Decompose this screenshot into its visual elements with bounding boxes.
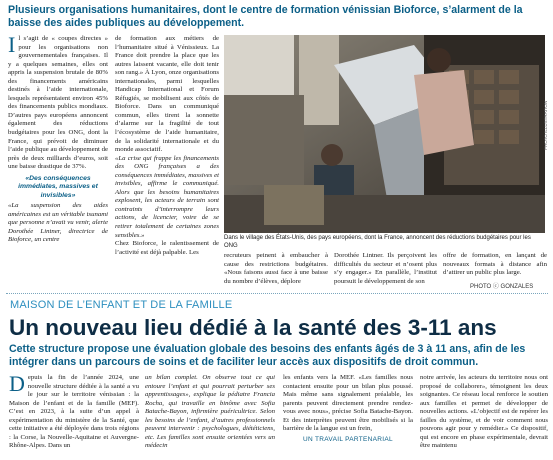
- dropcap: I: [8, 32, 16, 57]
- bottom-column-4: notre arrivée, les acteurs du territoire nous ont proposé de collaborer», témoignent les deux soignantes. Ce réseau local renforce le soutien aux familles et permet de développer de nouvelles actions. «L’objectif est de repérer les failles du système, et de voir comment nous pouvons agir pour y remédier.» Ce dispositif, qui est encore en phase expérimentale, devrait être maintenu: [420, 374, 548, 450]
- column-2-quote: «La crise qui frappe les financements des ONG françaises a des conséquences immédiates, massives et invisibles, affirme le communiqué. Alors que les besoins humanitaires explosent, les acteurs de terrain sont contraints d’interrompre leurs actions, de licencier, voire de se retirer totalement de certaines zones sensibles.»: [115, 154, 219, 239]
- column-1-paragraph-2: «La suspension des aides américaines est un véritable tsunami que personne n’avait vu venir, alerte Dorothée Lintner, directrice de Bioforce, un centre: [8, 201, 108, 244]
- article-lede-2: Cette structure propose une évaluation globale des besoins des enfants âgés de 3 à 11 ans, afin de les intégrer dans un parcours de soins et de faciliter leur accès aux dispositifs de droit commun.: [9, 343, 526, 368]
- photo-caption: Dans le village des États-Unis, des pays européens, dont la France, annoncent des réductions budgétaires pour les ONG: [224, 235, 531, 249]
- bottom-column-1-text: epuis la fin de l’année 2024, une nouvelle structure dédiée à la santé a vu le jour sur le territoire vénissian : la Maison de l’enfant et de la famille (MEF). C’est en 2023, à la suite d’un appel à expérimentation du ministère de la Santé, que cette initiative a été déployée dans trois régions : la Corse, la Nouvelle-Aquitaine et Auvergne-Rhône-Alpes. Dans un: [9, 374, 139, 450]
- article-column-5: offre de formation, en lançant de nouveaux formats à distance afin d’attirer un public plus large.: [443, 252, 547, 277]
- photo-credit-vertical: PHOTO ILLUSTRATION: [543, 100, 548, 150]
- article-lede: Plusieurs organisations humanitaires, dont le centre de formation vénissian Bioforce, s’alarment de la baisse des aides publiques au développement.: [8, 4, 523, 29]
- photo-illustration: [224, 35, 545, 233]
- column-2-paragraph-3: Chez Bioforce, le ralentissement de l’activité est déjà palpable. Les: [115, 240, 219, 256]
- article-column-1: [8, 32, 108, 245]
- bottom-column-1: [9, 371, 139, 451]
- bottom-column-2: un bilan complet. On observe tout ce qui entoure l’enfant et qui pourrait perturber ses apprentissages», explique la pédiatre Francia Rocha, qui travaille en binôme avec Sofia Batache-Bayon, infirmière puéricultrice. Selon les besoins de l’enfant, d’autres professionnels peuvent intervenir : psychologues, diététiciens, etc. Les familles sont ensuite orientées vers un médecin: [145, 374, 275, 450]
- bottom-column-3: [283, 374, 413, 444]
- article-column-2: [115, 35, 219, 257]
- article-column-4: Dorothée Lintner. Ils perçoivent les difficultés du secteur et n’osent plus s’y engager.» En parallèle, l’institut poursuit le développement de son: [334, 252, 437, 285]
- bottom-column-3-text: les enfants vers la MEF. «Les familles nous contactent ensuite pour un bilan plus poussé. Mais même sans signalement préalable, les parents peuvent directement prendre rendez-vous avec nous», précise Sofia Batache-Bayon. Et des interprètes peuvent être mobilisés si la barrière de la langue est un frein,: [283, 374, 413, 433]
- pull-quote: «Des conséquences immédiates, massives et invisibles»: [18, 174, 98, 199]
- article-column-3: recruteurs peinent à embaucher à cause des restrictions budgétaires. «Nous faisons aussi face à une baisse du nombre d’élèves, déplore: [224, 252, 328, 285]
- section-divider: [6, 293, 548, 294]
- section-kicker: MAISON DE L’ENFANT ET DE LA FAMILLE: [10, 299, 233, 311]
- article-photo: [224, 35, 545, 233]
- photo-credit: PHOTO ⓒ GONZALES: [470, 284, 534, 290]
- column-1-paragraph: l s’agit de « coupes directes » pour les organisations non gouvernementales françaises. Il y a quelques semaines, elles ont appris la suspension brutale de 80% des financements américains destinés à l’aide internationale, lesquels représentaient environ 45% des financements publics mondiaux. D’autres pays européens annoncent également des réductions budgétaires pour les ONG, dont la France, qui prévoit de diminuer l’aide publique au développement de près de deux milliards d’euros, soit une baisse drastique de 37%.: [8, 35, 108, 171]
- dropcap-2: D: [9, 371, 25, 396]
- subhead: UN TRAVAIL PARTENARIAL: [303, 435, 393, 443]
- article-headline: Un nouveau lieu dédié à la santé des 3-11 ans: [9, 315, 497, 340]
- column-2-paragraph: de formation aux métiers de l’humanitaire situé à Vénissieux. La France doit prendre la place que les autres laissent vacante, elle doit tenir son rang.» À Lyon, onze organisations internationales, parmi lesquelles Handicap International et Forum Réfugiés, se mobilisent aux côtés de Bioforce. Dans un communiqué commun, elles tirent la sonnette d’alarme sur la fragilité de tout l’écosystème de l’aide humanitaire, de la solidarité internationale et du monde associatif.: [115, 35, 219, 154]
